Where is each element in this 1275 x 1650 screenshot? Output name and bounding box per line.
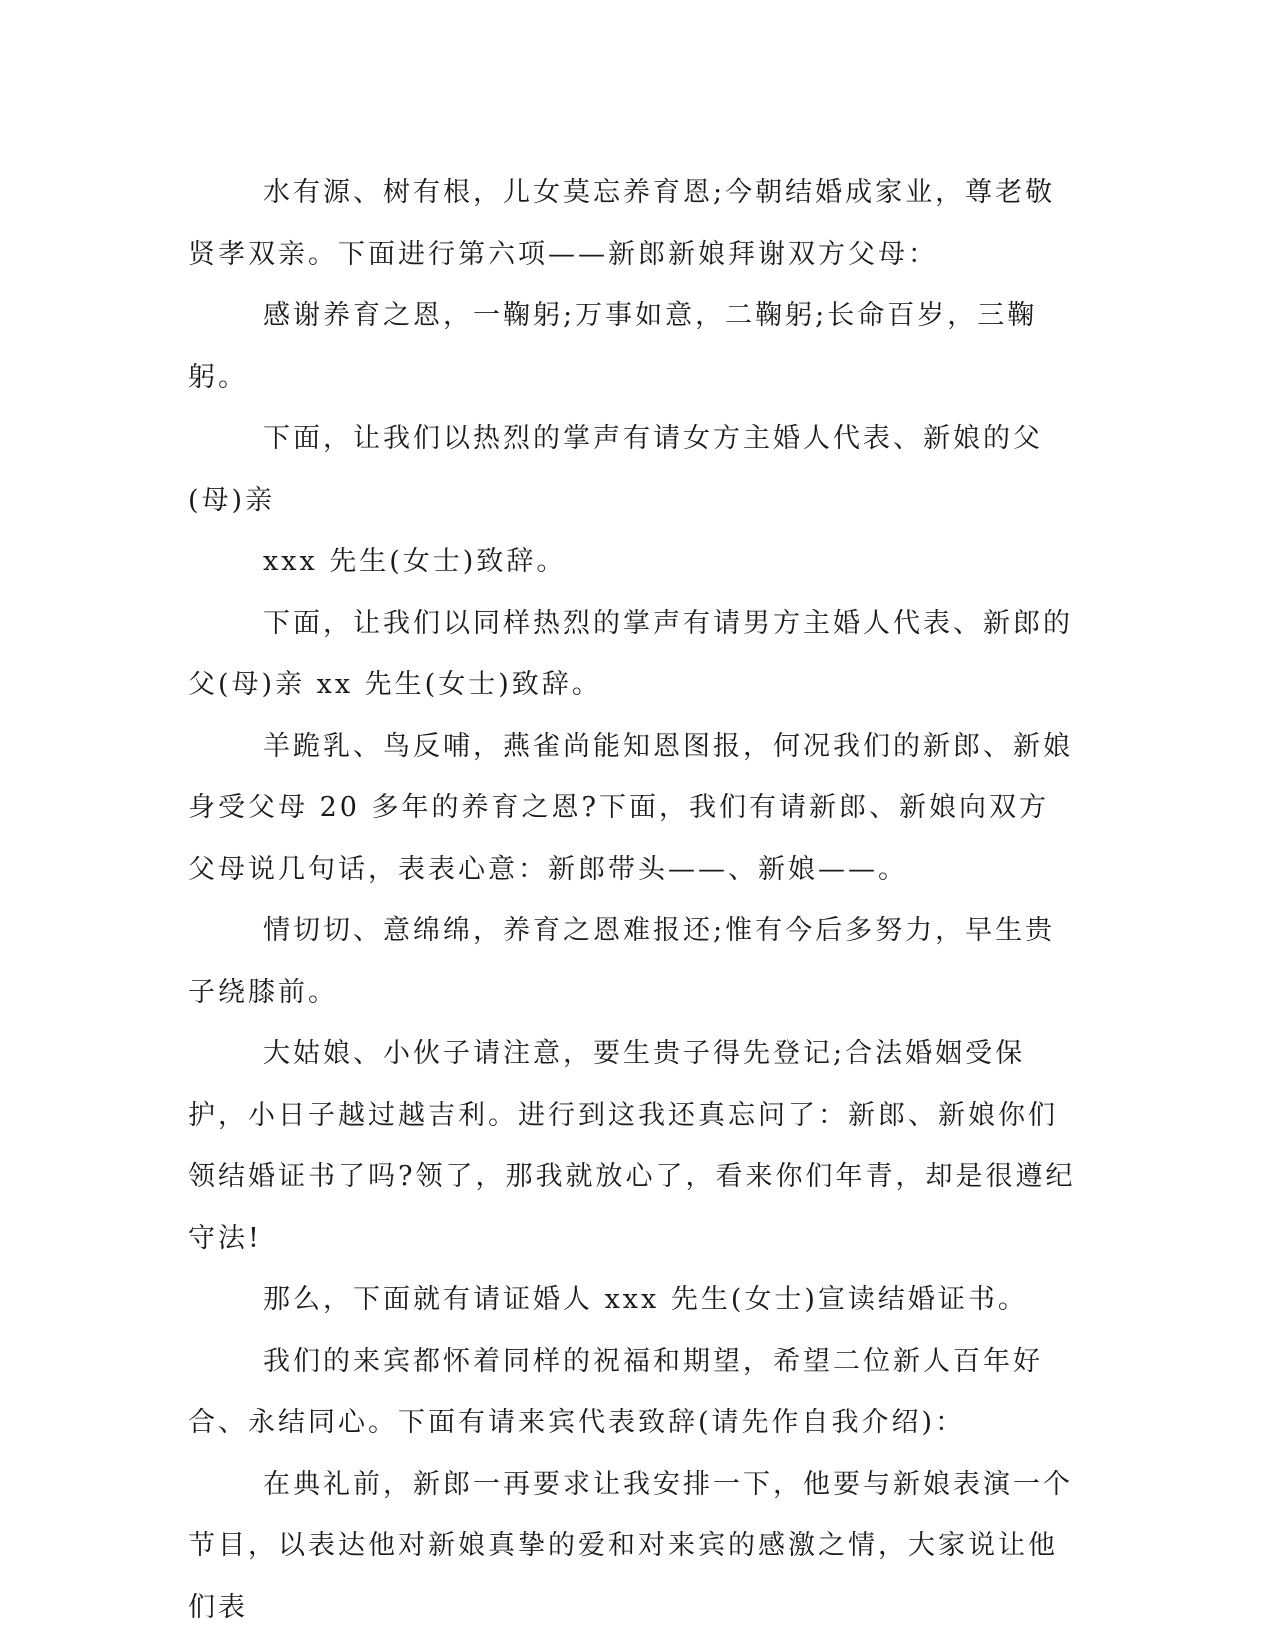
paragraph: 水有源、树有根，儿女莫忘养育恩;今朝结婚成家业，尊老敬贤孝双亲。下面进行第六项——新郎新娘拜谢双方父母： (188, 177, 1056, 270)
paragraph: 感谢养育之恩，一鞠躬;万事如意，二鞠躬;长命百岁，三鞠躬。 (188, 300, 1038, 393)
paragraph: 羊跪乳、鸟反哺，燕雀尚能知恩图报，何况我们的新郎、新娘身受父母 20 多年的养育之恩?下面，我们有请新郎、新娘向双方父母说几句话，表表心意：新郎带头——、新娘——。 (188, 730, 1073, 885)
document-body (188, 162, 1078, 1638)
paragraph: 我们的来宾都怀着同样的祝福和期望，希望二位新人百年好合、永结同心。下面有请来宾代表致辞(请先作自我介绍)： (188, 1345, 1043, 1438)
paragraph: 在典礼前，新郎一再要求让我安排一下，他要与新娘表演一个节目，以表达他对新娘真挚的爱和对来宾的感激之情，大家说让他们表 (188, 1468, 1073, 1623)
paragraph: 下面，让我们以同样热烈的掌声有请男方主婚人代表、新郎的父(母)亲 xx 先生(女士)致辞。 (188, 607, 1073, 700)
paragraph: xxx 先生(女士)致辞。 (263, 546, 567, 577)
paragraph: 大姑娘、小伙子请注意，要生贵子得先登记;合法婚姻受保护，小日子越过越吉利。进行到这我还真忘问了：新郎、新娘你们领结婚证书了吗?领了，那我就放心了，看来你们年青，却是很遵纪守法! (188, 1038, 1076, 1254)
paragraph: 那么，下面就有请证婚人 xxx 先生(女士)宣读结婚证书。 (263, 1284, 1028, 1315)
paragraph: 情切切、意绵绵，养育之恩难报还;惟有今后多努力，早生贵子绕膝前。 (188, 915, 1056, 1008)
paragraph: 下面，让我们以热烈的掌声有请女方主婚人代表、新娘的父(母)亲 (188, 423, 1043, 516)
